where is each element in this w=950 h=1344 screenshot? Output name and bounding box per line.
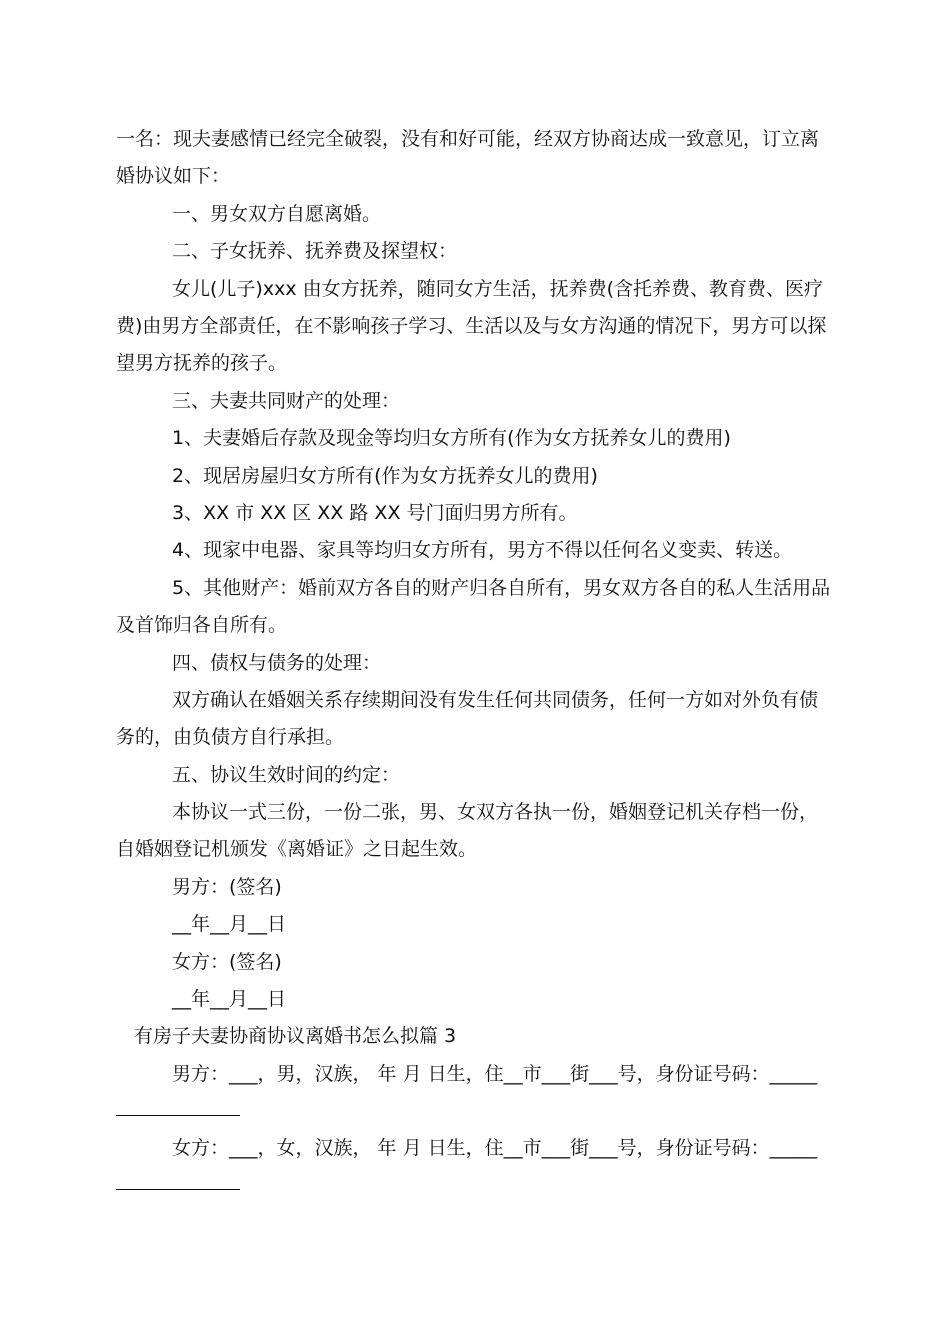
property-item-1: 1、夫妻婚后存款及现金等均归女方所有(作为女方抚养女儿的费用) [172,427,731,449]
husband-info-line: 男方：___，男，汉族， 年 月 日生，住__市___街___号，身份证号码：_____ [172,1063,818,1085]
custody-line-2: 费)由男方全部责任，在不影响孩子学习、生活以及与女方沟通的情况下，男方可以探 [116,315,827,337]
wife-info-line: 女方：___，女，汉族， 年 月 日生，住__市___街___号，身份证号码：_____ [172,1137,818,1159]
clause-3-heading: 三、夫妻共同财产的处理： [172,390,401,412]
property-item-5-line-2: 及首饰归各自所有。 [116,614,288,636]
wife-date: __年__月__日 [172,988,287,1010]
section-title: 有房子夫妻协商协议离婚书怎么拟篇 3 [134,1025,457,1047]
husband-id-blank-continuation [116,1115,240,1116]
property-item-3: 3、XX 市 XX 区 XX 路 XX 号门面归男方所有。 [172,502,578,524]
clause-5-heading: 五、协议生效时间的约定： [172,764,401,786]
wife-signature: 女方：(签名) [172,951,282,973]
clause-4-heading: 四、债权与债务的处理： [172,652,382,674]
custody-line-1: 女儿(儿子)xxx 由女方抚养，随同女方生活，抚养费(含托养费、教育费、医疗 [172,278,824,300]
custody-line-3: 望男方抚养的孩子。 [116,352,288,374]
property-item-5-line-1: 5、其他财产：婚前双方各自的财产归各自所有，男女双方各自的私人生活用品 [172,577,831,599]
clause-1-heading: 一、男女双方自愿离婚。 [172,203,382,225]
husband-date: __年__月__日 [172,913,287,935]
effective-line-1: 本协议一式三份，一份二张，男、女双方各执一份，婚姻登记机关存档一份， [172,801,819,823]
preamble-line-2: 婚协议如下： [116,165,231,187]
debt-line-1: 双方确认在婚姻关系存续期间没有发生任何共同债务，任何一方如对外负有债 [172,689,819,711]
property-item-4: 4、现家中电器、家具等均归女方所有，男方不得以任何名义变卖、转送。 [172,539,793,561]
wife-id-blank-continuation [116,1189,240,1190]
property-item-2: 2、现居房屋归女方所有(作为女方抚养女儿的费用) [172,465,598,487]
debt-line-2: 务的，由负债方自行承担。 [116,726,345,748]
preamble-line-1: 一名：现夫妻感情已经完全破裂，没有和好可能，经双方协商达成一致意见，订立离 [116,128,820,150]
clause-2-heading: 二、子女抚养、抚养费及探望权： [172,240,458,262]
husband-signature: 男方：(签名) [172,876,282,898]
effective-line-2: 自婚姻登记机颁发《离婚证》之日起生效。 [116,838,478,860]
